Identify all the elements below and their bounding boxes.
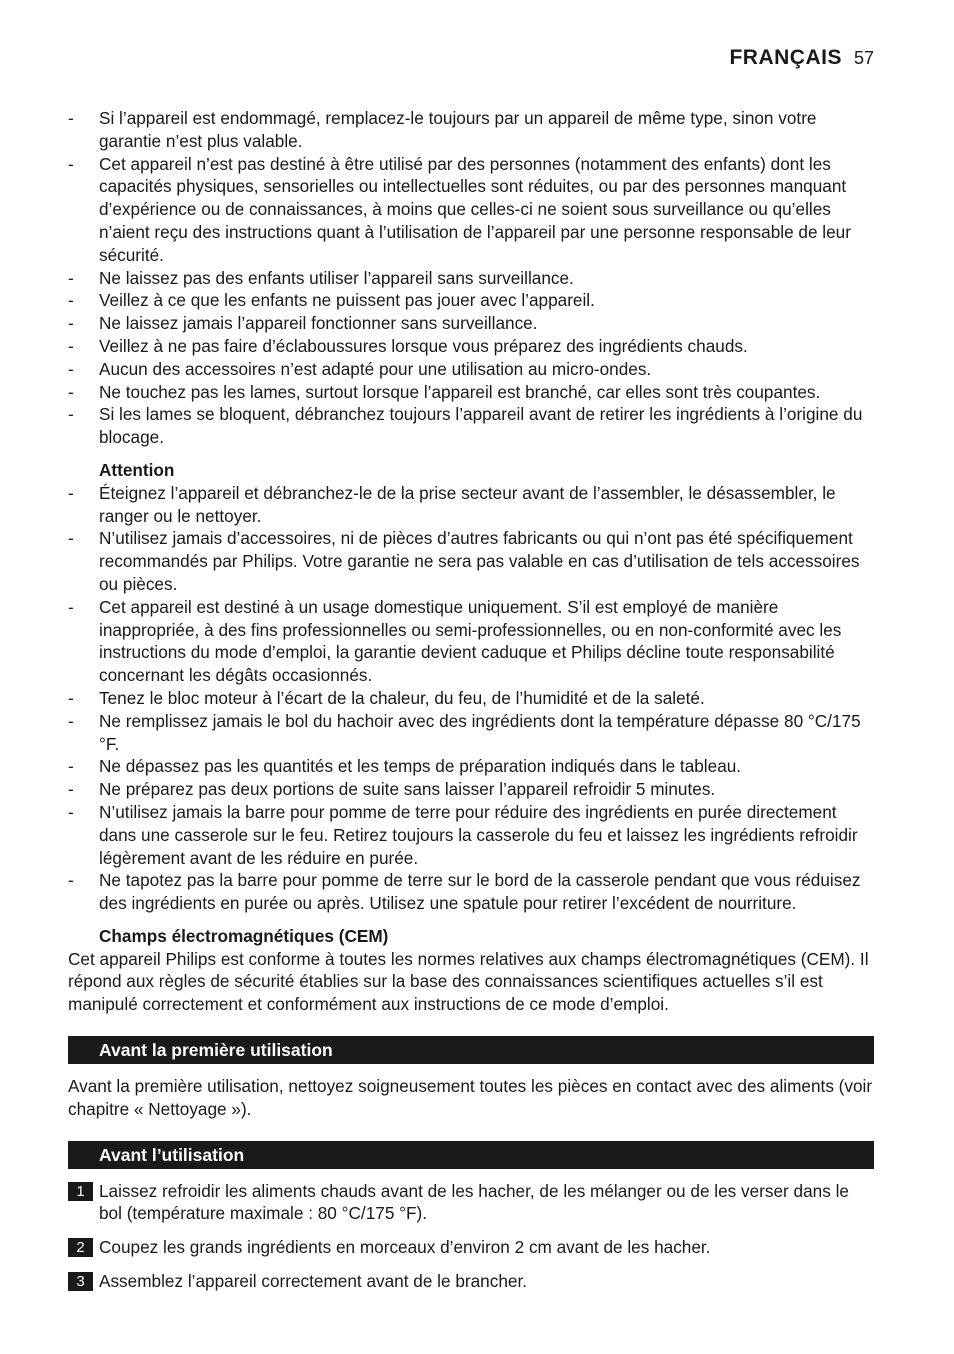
list-item: - Veillez à ne pas faire d’éclaboussures lorsque vous préparez des ingrédients chauds.	[68, 335, 874, 358]
list-item: - Cet appareil n’est pas destiné à être utilisé par des personnes (notamment des enfants) dont les capacités physiques, sensorielles ou intellectuelles sont réduites, ou par des personnes manquant d’expérience ou de connaissances, à moins que celles-ci ne soient sous surveillance ou qu’elles n’aient reçu des instructions quant à l’utilisation de l’appareil par une personne responsable de leur sécurité.	[68, 153, 874, 267]
list-item: - Si les lames se bloquent, débranchez toujours l’appareil avant de retirer les ingrédients à l’origine du blocage.	[68, 403, 874, 449]
attention-list	[68, 482, 874, 915]
list-item: - N’utilisez jamais d’accessoires, ni de pièces d’autres fabricants ou qui n’ont pas été spécifiquement recommandés par Philips. Votre garantie ne sera pas valable en cas d’utilisation de tels accessoires ou pièces.	[68, 527, 874, 595]
emf-heading: Champs électromagnétiques (CEM)	[99, 925, 389, 946]
list-item: - Veillez à ce que les enfants ne puissent pas jouer avec l’appareil.	[68, 289, 874, 312]
emf-paragraph: Cet appareil Philips est conforme à toutes les normes relatives aux champs électromagnétiques (CEM). Il répond aux règles de sécurité établies sur la base des connaissances scientifiques actuelles s’il est manipulé correctement et conformément aux instructions de ce mode d’emploi.	[68, 948, 869, 1015]
list-item: - Ne préparez pas deux portions de suite sans laisser l’appareil refroidir 5 minutes.	[68, 778, 874, 801]
page-number: 57	[853, 48, 874, 68]
list-item: - Ne touchez pas les lames, surtout lorsque l’appareil est branché, car elles sont très coupantes.	[68, 381, 874, 404]
page-header	[729, 46, 874, 70]
step-item	[68, 1180, 874, 1226]
safety-list	[68, 107, 874, 449]
step-text: Laissez refroidir les aliments chauds avant de les hacher, de les mélanger ou de les verser dans le bol (température maximale : 80 °C/175 °F).	[99, 1180, 849, 1224]
step-item	[68, 1270, 874, 1293]
list-item: - Ne tapotez pas la barre pour pomme de terre sur le bord de la casserole pendant que vous réduisez des ingrédients en purée ou après. Utilisez une spatule pour retirer l’excédent de nourriture.	[68, 869, 874, 915]
step-item	[68, 1236, 874, 1259]
steps-list	[68, 1180, 874, 1293]
list-item: - Ne laissez jamais l’appareil fonctionner sans surveillance.	[68, 312, 874, 335]
list-item: - Si l’appareil est endommagé, remplacez-le toujours par un appareil de même type, sinon votre garantie n’est plus valable.	[68, 107, 874, 153]
step-text: Assemblez l’appareil correctement avant de le brancher.	[99, 1271, 527, 1292]
list-item: - Aucun des accessoires n’est adapté pour une utilisation au micro-ondes.	[68, 358, 874, 381]
page-content	[68, 107, 874, 1304]
list-item: - Ne remplissez jamais le bol du hachoir avec des ingrédients dont la température dépasse 80 °C/175 °F.	[68, 710, 874, 756]
list-item: - Tenez le bloc moteur à l’écart de la chaleur, du feu, de l’humidité et de la saleté.	[68, 687, 874, 710]
list-item: - Ne dépassez pas les quantités et les temps de préparation indiqués dans le tableau.	[68, 755, 874, 778]
step-number-badge: 2	[68, 1238, 93, 1257]
step-number-badge: 3	[68, 1272, 93, 1291]
language-label: FRANÇAIS	[729, 46, 842, 69]
list-item: - Cet appareil est destiné à un usage domestique uniquement. S’il est employé de manière inappropriée, à des fins professionnelles ou semi-professionnelles, ou en non-conformité avec les instructions du mode d’emploi, la garantie devient caduque et Philips décline toute responsabilité concernant les dégâts occasionnés.	[68, 596, 874, 687]
list-item: - Éteignez l’appareil et débranchez-le de la prise secteur avant de l’assembler, le désassembler, le ranger ou le nettoyer.	[68, 482, 874, 528]
section-heading-before-first-use: Avant la première utilisation	[68, 1036, 874, 1064]
step-text: Coupez les grands ingrédients en morceaux d’environ 2 cm avant de les hacher.	[99, 1237, 711, 1258]
list-item: - N’utilisez jamais la barre pour pomme de terre pour réduire des ingrédients en purée directement dans une casserole sur le feu. Retirez toujours la casserole du feu et laissez les ingrédients refroidir légèrement avant de les réduire en purée.	[68, 801, 874, 869]
attention-heading: Attention	[99, 459, 175, 480]
before-first-use-paragraph: Avant la première utilisation, nettoyez soigneusement toutes les pièces en contact avec des aliments (voir chapitre « Nettoyage »).	[68, 1076, 873, 1119]
step-number-badge: 1	[68, 1182, 93, 1201]
section-heading-before-use: Avant l’utilisation	[68, 1141, 874, 1169]
list-item: - Ne laissez pas des enfants utiliser l’appareil sans surveillance.	[68, 267, 874, 290]
